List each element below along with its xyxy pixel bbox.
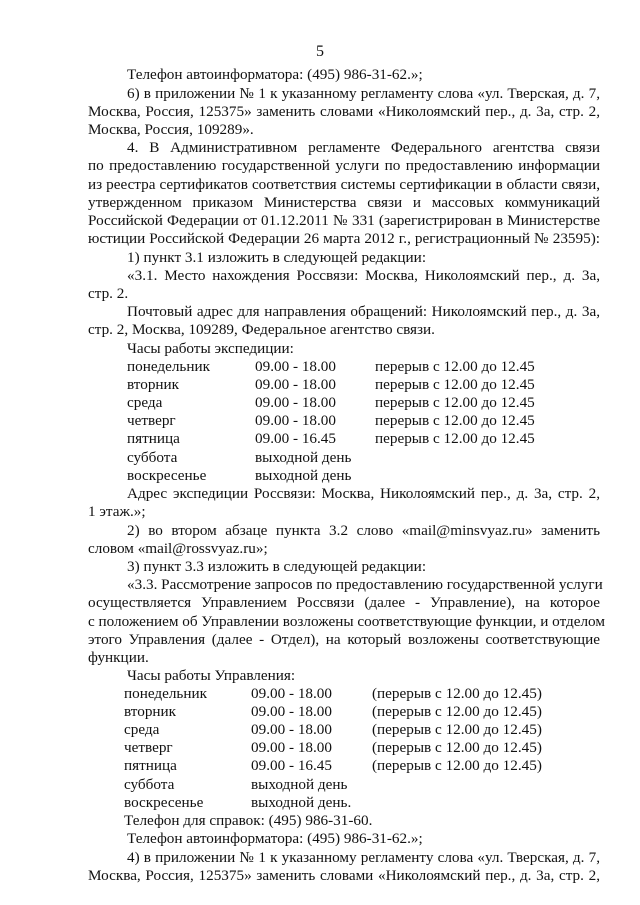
- schedule-day: понедельник: [124, 685, 207, 702]
- text-line: Москва, Россия, 125375» заменить словами «Николоямский пер., д. 3а, стр. 2,: [88, 867, 600, 884]
- schedule-break: (перерыв с 12.00 до 12.45): [372, 739, 542, 756]
- schedule-day: суббота: [124, 776, 175, 793]
- text-line: Москва, Россия, 125375» заменить словами «Николоямский пер., д. 3а, стр. 2,: [88, 103, 600, 120]
- schedule-break: (перерыв с 12.00 до 12.45): [372, 721, 542, 738]
- schedule-day: вторник: [124, 703, 177, 720]
- schedule-break: перерыв с 12.00 до 12.45: [375, 394, 535, 411]
- schedule-hours: выходной день: [255, 449, 352, 466]
- text-line: этого Управления (далее - Отдел), на который возложены соответствующие: [88, 631, 600, 648]
- schedule-break: перерыв с 12.00 до 12.45: [375, 430, 535, 447]
- schedule-day: среда: [124, 721, 160, 738]
- text-line: утвержденном приказом Министерства связи и массовых коммуникаций: [88, 194, 600, 211]
- schedule-break: перерыв с 12.00 до 12.45: [375, 376, 535, 393]
- text-line: словом «mail@rossvyaz.ru»;: [88, 540, 268, 557]
- schedule-hours: 09.00 - 18.00: [255, 394, 336, 411]
- schedule-day: воскресенье: [124, 794, 204, 811]
- schedule-hours: 09.00 - 18.00: [255, 412, 336, 429]
- text-line: 4) в приложении № 1 к указанному регламенту слова «ул. Тверская, д. 7,: [127, 849, 600, 866]
- schedule-day: воскресенье: [127, 467, 207, 484]
- page-number: 5: [316, 43, 324, 60]
- text-line: из реестра сертификатов соответствия системы сертификации в области связи,: [88, 176, 600, 193]
- text-line: 3) пункт 3.3 изложить в следующей редакции:: [127, 558, 427, 575]
- schedule-day: пятница: [124, 757, 177, 774]
- text-line: «3.3. Рассмотрение запросов по предоставлению государственной услуги: [127, 576, 603, 593]
- schedule-hours: выходной день: [255, 467, 352, 484]
- schedule-break: перерыв с 12.00 до 12.45: [375, 412, 535, 429]
- text-line: 1) пункт 3.1 изложить в следующей редакции:: [127, 249, 427, 266]
- text-line: 4. В Административном регламенте Федерального агентства связи: [127, 139, 600, 156]
- schedule-break: (перерыв с 12.00 до 12.45): [372, 757, 542, 774]
- text-line: 2) во втором абзаце пункта 3.2 слово «mail@minsvyaz.ru» заменить: [127, 522, 600, 539]
- text-line: Часы работы экспедиции:: [127, 340, 294, 357]
- text-line: стр. 2, Москва, 109289, Федеральное агентство связи.: [88, 321, 435, 338]
- schedule-break: (перерыв с 12.00 до 12.45): [372, 703, 542, 720]
- text-line: юстиции Российской Федерации 26 марта 2012 г., регистрационный № 23595):: [88, 230, 600, 247]
- text-line: 6) в приложении № 1 к указанному регламенту слова «ул. Тверская, д. 7,: [127, 85, 600, 102]
- schedule-hours: 09.00 - 18.00: [251, 685, 332, 702]
- text-line: «3.1. Место нахождения Россвязи: Москва, Николоямский пер., д. 3а,: [127, 267, 600, 284]
- schedule-day: пятница: [127, 430, 180, 447]
- schedule-hours: выходной день: [251, 776, 348, 793]
- text-line: Москва, Россия, 109289».: [88, 121, 254, 138]
- text-line: осуществляется Управлением Россвязи (далее - Управление), на которое: [88, 594, 600, 611]
- schedule-hours: 09.00 - 16.45: [255, 430, 336, 447]
- schedule-break: перерыв с 12.00 до 12.45: [375, 358, 535, 375]
- text-line: 1 этаж.»;: [88, 503, 146, 520]
- schedule-hours: 09.00 - 18.00: [255, 358, 336, 375]
- schedule-hours: 09.00 - 16.45: [251, 757, 332, 774]
- schedule-hours: 09.00 - 18.00: [251, 703, 332, 720]
- text-line: с положением об Управлении возложены соответствующие функции, и отделом: [88, 613, 605, 630]
- schedule-day: вторник: [127, 376, 180, 393]
- text-line: Телефон автоинформатора: (495) 986-31-62.»;: [127, 66, 423, 83]
- text-line: Часы работы Управления:: [127, 667, 296, 684]
- schedule-hours: выходной день.: [251, 794, 352, 811]
- text-line: стр. 2.: [88, 285, 129, 302]
- text-line: Почтовый адрес для направления обращений: Николоямский пер., д. 3а,: [127, 303, 600, 320]
- schedule-hours: 09.00 - 18.00: [251, 739, 332, 756]
- schedule-hours: 09.00 - 18.00: [251, 721, 332, 738]
- schedule-hours: 09.00 - 18.00: [255, 376, 336, 393]
- text-line: Телефон автоинформатора: (495) 986-31-62.»;: [127, 830, 423, 847]
- text-line: функции.: [88, 649, 149, 666]
- text-line: Телефон для справок: (495) 986-31-60.: [124, 812, 373, 829]
- text-line: Адрес экспедиции Россвязи: Москва, Николоямский пер., д. 3а, стр. 2,: [127, 485, 600, 502]
- schedule-day: среда: [127, 394, 163, 411]
- text-line: Российской Федерации от 01.12.2011 № 331 (зарегистрирован в Министерстве: [88, 212, 600, 229]
- schedule-day: четверг: [124, 739, 173, 756]
- schedule-break: (перерыв с 12.00 до 12.45): [372, 685, 542, 702]
- schedule-day: суббота: [127, 449, 178, 466]
- schedule-day: понедельник: [127, 358, 210, 375]
- text-line: по предоставлению государственной услуги по предоставлению информации: [88, 157, 600, 174]
- schedule-day: четверг: [127, 412, 176, 429]
